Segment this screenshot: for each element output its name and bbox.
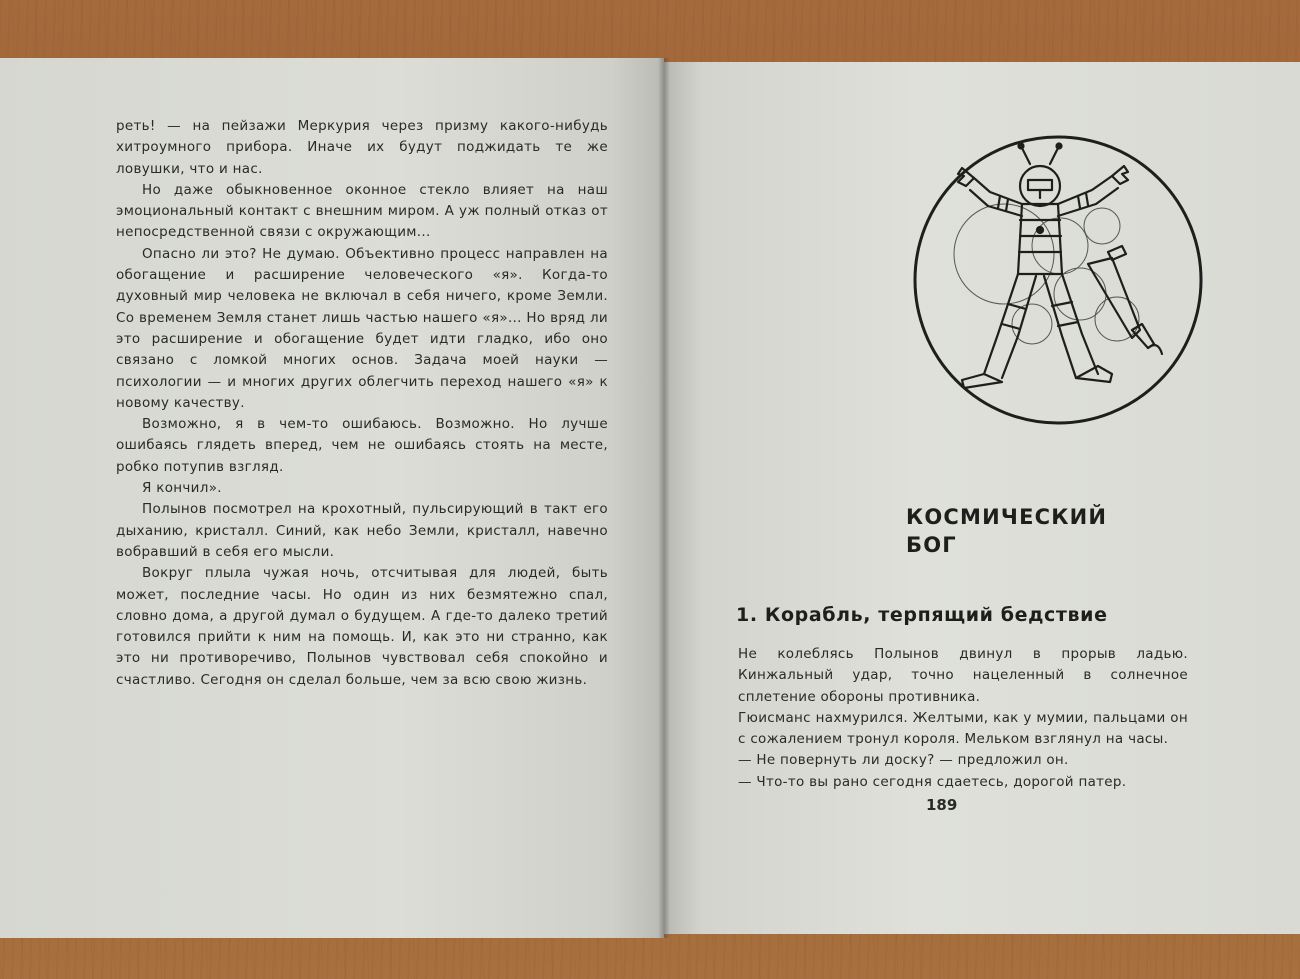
chapter-title-line: КОСМИЧЕСКИЙ [906,505,1108,529]
paragraph: Я кончил». [142,480,222,497]
page-number: 189 [926,796,958,814]
chapter-title [906,503,1166,559]
chapter-title-line: БОГ [906,533,957,557]
paragraph: — Что-то вы рано сегодня сдаетесь, дорогой патер. [738,773,1127,790]
right-page-text [738,644,1188,793]
paragraph: Гюисманс нахмурился. Желтыми, как у мумии, пальцами он с сожалением тронул короля. Мельком взглянул на часы. [738,709,1188,748]
paragraph: Опасно ли это? Не думаю. Объективно процесс направлен на обогащение и расширение человеческого «я». Когда-то духовный мир человека не включал в себя ничего, кроме Земли. Со временем Земля станет лишь частью нашего «я»... Но вряд ли это расширение и обогащение будет идти гладко, ибо оно связано с ломкой многих основ. Задача моей науки — психологии — и многих других облегчить переход нашего «я» к новому качеству. [116,245,608,411]
paragraph: — Не повернуть ли доску? — предложил он. [738,752,1069,769]
paragraph: Возможно, я в чем-то ошибаюсь. Возможно. Но лучше ошибаясь глядеть вперед, чем не ошибаясь стоять на месте, робко потупив взгляд. [116,416,608,475]
paragraph: реть! — на пейзажи Меркурия через призму какого-нибудь хитроумного прибора. Иначе их будут поджидать те же ловушки, что и нас. [116,118,608,177]
section-heading: 1. Корабль, терпящий бедствие [736,604,1108,626]
paragraph: Полынов посмотрел на крохотный, пульсирующий в такт его дыханию, кристалл. Синий, как небо Земли, кристалл, навечно вобравший в себя его мысли. [116,501,608,560]
astronaut-illustration [912,134,1204,426]
paragraph: Но даже обыкновенное оконное стекло влияет на наш эмоциональный контакт с внешним миром. А уж полный отказ от непосредственной связи с окружающим... [116,181,608,241]
left-page-text [116,116,608,691]
paragraph: Не колеблясь Полынов двинул в прорыв ладью. Кинжальный удар, точно нацеленный в солнечное сплетение обороны противника. [738,646,1188,705]
paragraph: Вокруг плыла чужая ночь, отсчитывая для людей, быть может, последние часы. Но один из них безмятежно спал, словно дома, а другой думал о будущем. А где-то далеко третий готовился прийти к ним на помощь. И, как это ни странно, как это ни противоречиво, Полынов чувствовал себя спокойно и счастливо. Сегодня он сделал больше, чем за всю свою жизнь. [116,565,608,688]
book-gutter [658,58,670,938]
